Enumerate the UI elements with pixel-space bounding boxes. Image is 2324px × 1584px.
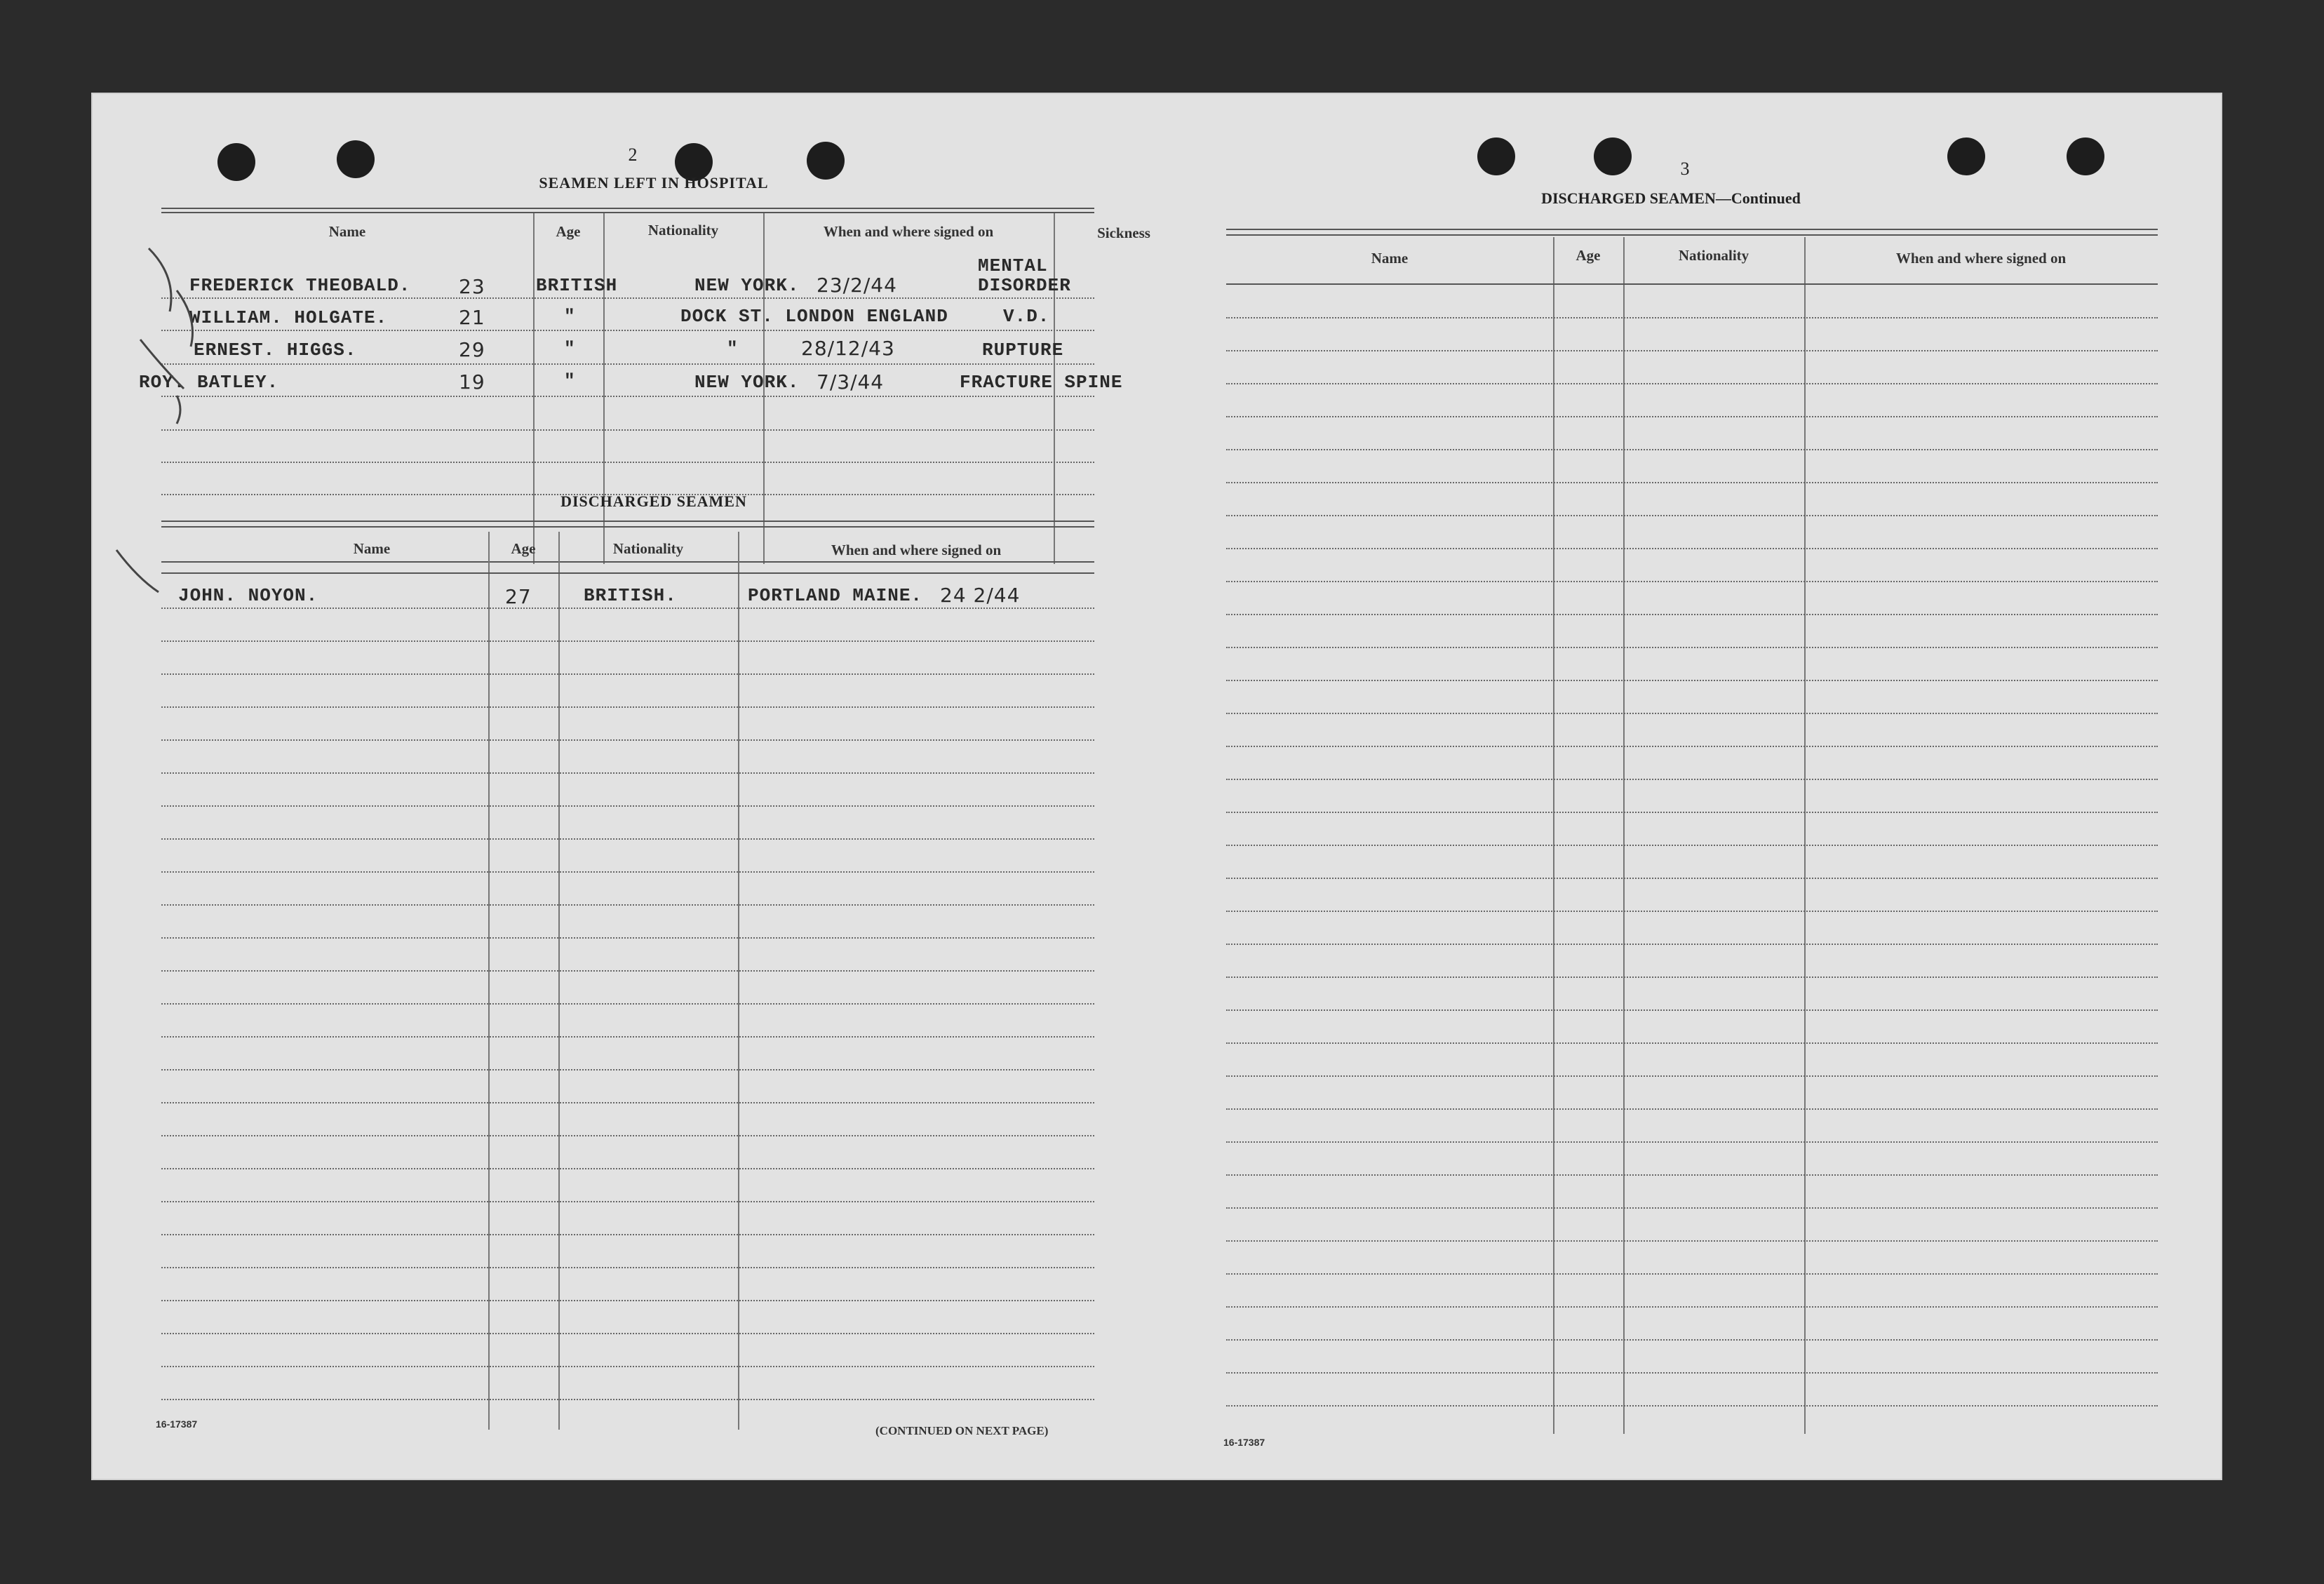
seaman-age: 19	[459, 370, 485, 394]
row-line	[161, 330, 1094, 331]
header-sickness: Sickness	[1097, 224, 1150, 241]
sickness: RUPTURE	[982, 340, 1064, 361]
header-signed-on: When and where signed on	[823, 223, 994, 240]
row-line	[161, 1267, 1094, 1268]
row-line	[1226, 383, 2158, 384]
sickness: DISORDER	[978, 275, 1071, 296]
row-line	[1226, 1372, 2158, 1374]
table-rule	[161, 572, 1094, 574]
row-line	[1226, 1141, 2158, 1143]
row-line	[161, 706, 1094, 708]
signed-on-place: DOCK ST. LONDON ENGLAND	[680, 306, 948, 327]
row-line	[161, 904, 1094, 906]
row-line	[1226, 713, 2158, 714]
column-divider	[558, 532, 560, 1430]
sickness: FRACTURE SPINE	[960, 372, 1123, 393]
row-line	[161, 363, 1094, 365]
row-line	[161, 1168, 1094, 1169]
signed-on-place: NEW YORK.	[694, 372, 800, 393]
row-line	[1226, 680, 2158, 681]
seaman-name: WILLIAM. HOLGATE.	[189, 307, 388, 328]
punch-hole	[2067, 137, 2104, 175]
form-code: 16-17387	[1223, 1437, 1265, 1448]
check-mark-icon	[135, 234, 247, 459]
punch-hole	[1947, 137, 1985, 175]
row-line	[161, 1135, 1094, 1136]
punch-hole	[217, 143, 255, 181]
row-line	[1226, 779, 2158, 780]
sickness: MENTAL	[978, 255, 1048, 276]
row-line	[161, 1300, 1094, 1301]
row-line	[1226, 1405, 2158, 1407]
header-signed-on: When and where signed on	[1895, 250, 2067, 267]
row-line	[1226, 1174, 2158, 1176]
seaman-age: 29	[459, 338, 485, 361]
row-line	[1226, 416, 2158, 417]
row-line	[1226, 1108, 2158, 1110]
header-nationality: Nationality	[647, 222, 719, 239]
table-rule	[161, 561, 1094, 563]
row-line	[1226, 878, 2158, 879]
row-line	[1226, 482, 2158, 483]
row-line	[1226, 614, 2158, 615]
row-line	[1226, 1042, 2158, 1044]
header-name: Name	[1371, 250, 1409, 267]
signed-on-date: 23/2/44	[817, 274, 897, 297]
seaman-name: ERNEST. HIGGS.	[194, 340, 357, 361]
row-line	[161, 937, 1094, 939]
row-line	[161, 871, 1094, 873]
row-line	[1226, 976, 2158, 978]
row-line	[161, 608, 1094, 609]
row-line	[1226, 647, 2158, 648]
hospital-section-title: SEAMEN LEFT IN HOSPITAL	[539, 174, 769, 192]
form-code: 16-17387	[156, 1418, 198, 1430]
header-age: Age	[511, 540, 536, 557]
signed-on-place: "	[727, 338, 739, 359]
row-line	[1226, 515, 2158, 516]
header-nationality: Nationality	[1678, 247, 1749, 264]
column-divider	[488, 532, 490, 1430]
row-line	[161, 1201, 1094, 1202]
header-nationality: Nationality	[612, 540, 684, 557]
punch-hole	[1477, 137, 1515, 175]
row-line	[161, 1333, 1094, 1334]
continued-note: (CONTINUED ON NEXT PAGE)	[875, 1424, 1049, 1437]
row-line	[161, 462, 1094, 463]
header-age: Age	[556, 223, 581, 240]
signed-on-date: 24 2/44	[940, 584, 1021, 607]
row-line	[1226, 812, 2158, 813]
row-line	[161, 1399, 1094, 1400]
row-line	[161, 1234, 1094, 1235]
row-line	[1226, 845, 2158, 846]
row-line	[1226, 1075, 2158, 1077]
row-line	[161, 1102, 1094, 1103]
table-rule	[1226, 229, 2158, 230]
seaman-name: JOHN. NOYON.	[178, 585, 318, 606]
row-line	[1226, 911, 2158, 912]
table-rule	[161, 521, 1094, 522]
signed-on-date: 28/12/43	[801, 337, 895, 360]
ledger-sheet	[91, 93, 2222, 1480]
row-line	[161, 739, 1094, 741]
table-rule	[161, 212, 1094, 213]
row-line	[1226, 449, 2158, 450]
header-signed-on: When and where signed on	[831, 542, 1002, 558]
row-line	[1226, 1273, 2158, 1275]
header-name: Name	[328, 223, 366, 240]
row-line	[161, 805, 1094, 807]
table-rule	[161, 526, 1094, 528]
table-rule	[1226, 283, 2158, 285]
column-divider	[533, 213, 535, 564]
row-line	[161, 1036, 1094, 1038]
seaman-nationality: "	[564, 306, 576, 327]
seaman-nationality: "	[564, 338, 576, 359]
row-line	[161, 297, 1094, 299]
seaman-nationality: BRITISH	[536, 275, 618, 296]
header-name: Name	[353, 540, 391, 557]
row-line	[161, 1366, 1094, 1367]
discharged-section-title: DISCHARGED SEAMEN	[560, 492, 747, 510]
sickness: V.D.	[1003, 306, 1050, 327]
seaman-nationality: "	[564, 370, 576, 391]
row-line	[161, 970, 1094, 972]
row-line	[1226, 1240, 2158, 1242]
row-line	[1226, 548, 2158, 549]
punch-hole	[1594, 137, 1632, 175]
seaman-name: FREDERICK THEOBALD.	[189, 275, 411, 296]
row-line	[1226, 581, 2158, 582]
seaman-age: 23	[459, 275, 485, 298]
table-rule	[1226, 234, 2158, 236]
seaman-age: 27	[505, 585, 532, 608]
column-divider	[738, 532, 739, 1430]
seaman-nationality: BRITISH.	[584, 585, 677, 606]
row-line	[161, 838, 1094, 840]
row-line	[161, 772, 1094, 774]
row-line	[161, 673, 1094, 675]
row-line	[161, 640, 1094, 642]
seaman-name: ROY. BATLEY.	[139, 372, 279, 393]
right-page-number: 3	[1680, 159, 1690, 179]
punch-hole	[337, 140, 375, 178]
check-mark-icon	[102, 543, 173, 613]
row-line	[161, 396, 1094, 397]
row-line	[1226, 1009, 2158, 1011]
header-age: Age	[1576, 247, 1601, 264]
row-line	[1226, 317, 2158, 318]
row-line	[161, 1003, 1094, 1005]
row-line	[1226, 1339, 2158, 1341]
row-line	[1226, 1207, 2158, 1209]
signed-on-place: PORTLAND MAINE.	[748, 585, 923, 606]
left-page-number: 2	[628, 145, 638, 165]
signed-on-place: NEW YORK.	[694, 275, 800, 296]
signed-on-date: 7/3/44	[817, 370, 885, 394]
row-line	[1226, 1306, 2158, 1308]
row-line	[1226, 746, 2158, 747]
table-rule	[161, 208, 1094, 209]
seaman-age: 21	[459, 306, 485, 329]
row-line	[1226, 350, 2158, 351]
row-line	[1226, 944, 2158, 945]
right-section-title: DISCHARGED SEAMEN—Continued	[1541, 189, 1801, 207]
column-divider	[603, 213, 605, 564]
row-line	[161, 1069, 1094, 1070]
row-line	[161, 429, 1094, 431]
